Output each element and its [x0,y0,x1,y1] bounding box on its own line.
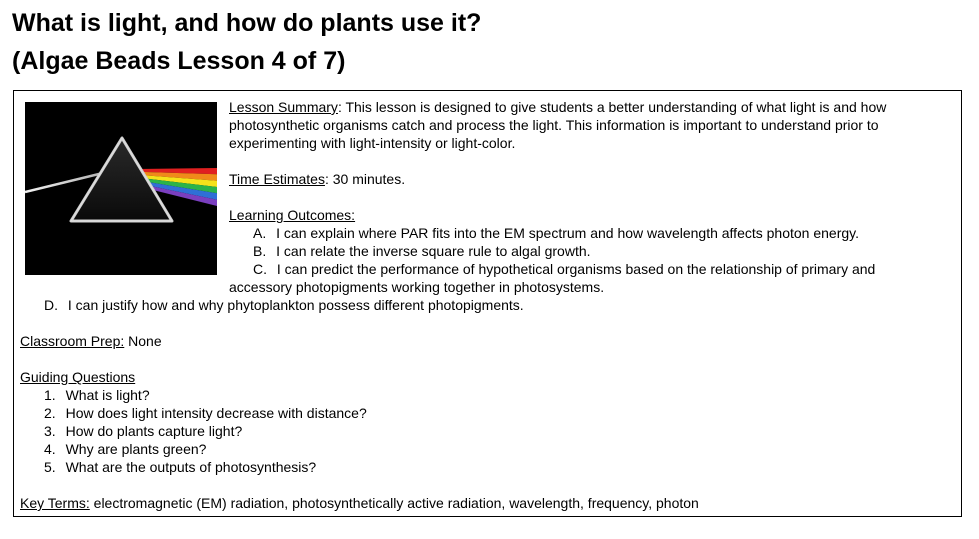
question-text: Why are plants green? [65,441,207,457]
key-terms-value: electromagnetic (EM) radiation, photosynthetically active radiation, wavelength, frequency, photon [89,495,699,511]
question-number: 1. [44,387,56,403]
outcomes-label: Learning Outcomes: [229,207,356,223]
summary-label: Lesson Summary [229,99,338,115]
prep-value: None [124,333,162,349]
outcome-b-marker: B. [253,243,267,259]
question-text: What are the outputs of photosynthesis? [65,459,317,475]
outcome-c-text-cont: accessory photopigments working together in photosystems. [229,279,605,295]
question-text: What is light? [65,387,150,403]
outcome-a-marker: A. [253,225,267,241]
question-number: 3. [44,423,56,439]
outcome-b-text: I can relate the inverse square rule to algal growth. [276,243,591,259]
question-text: How do plants capture light? [65,423,243,439]
summary-text-1: : This lesson is designed to give students a better understanding of what light is and how [337,99,887,115]
prep-label: Classroom Prep: [20,333,125,349]
page-subtitle: (Algae Beads Lesson 4 of 7) [12,47,346,75]
outcome-d-text: I can justify how and why phytoplankton possess different photopigments. [67,297,524,313]
time-label: Time Estimates [229,171,325,187]
outcome-c [253,260,875,278]
guiding-label: Guiding Questions [20,369,136,385]
outcome-c-marker: C. [253,261,267,277]
classroom-prep [20,332,162,350]
list-item [44,386,150,404]
list-item [44,458,316,476]
key-terms-label: Key Terms: [20,495,90,511]
lesson-box [13,90,962,517]
page-title: What is light, and how do plants use it? [12,9,482,37]
list-item [44,440,206,458]
list-item [44,404,367,422]
question-number: 5. [44,459,56,475]
summary-line-3: experimenting with light-intensity or light-color. [229,135,516,151]
question-number: 4. [44,441,56,457]
outcome-d-marker: D. [44,297,58,313]
outcome-a-text: I can explain where PAR fits into the EM spectrum and how wavelength affects photon energy. [276,225,860,241]
time-value: : 30 minutes. [324,171,406,187]
key-terms [20,494,699,512]
summary-line-2: photosynthetic organisms catch and process the light. This information is important to understand prior to [229,117,879,133]
outcome-a [253,224,859,242]
time-estimate [229,170,405,188]
list-item [44,422,242,440]
prism-dispersion-image [25,102,217,275]
outcome-d [44,296,524,314]
outcome-b [253,242,591,260]
question-text: How does light intensity decrease with distance? [65,405,367,421]
prism-svg [25,102,217,275]
outcome-c-text: I can predict the performance of hypothetical organisms based on the relationship of primary and [276,261,876,277]
question-number: 2. [44,405,56,421]
summary-line-1 [229,98,886,116]
